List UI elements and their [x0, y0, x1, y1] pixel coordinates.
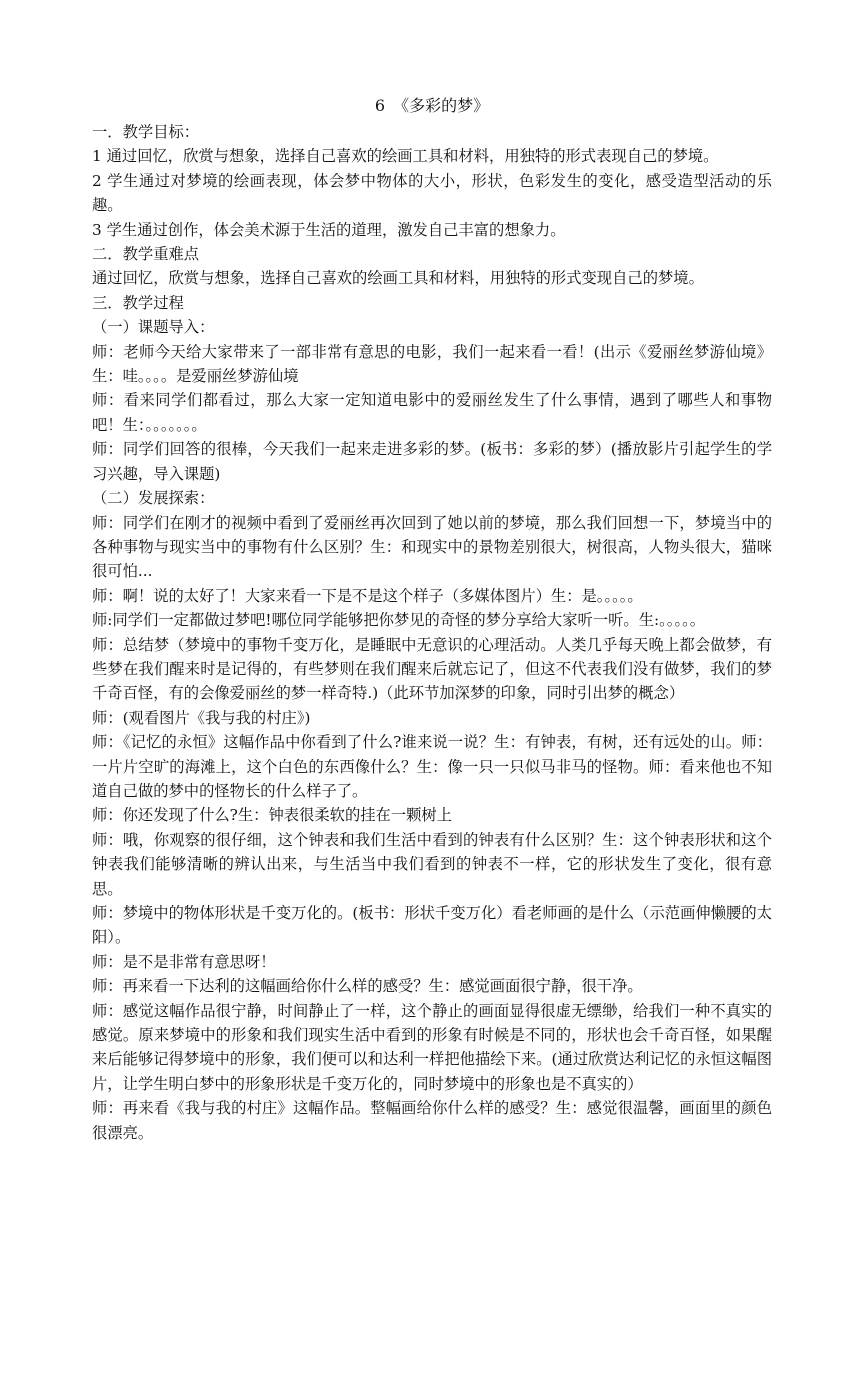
document-title: 6 《多彩的梦》	[374, 96, 490, 115]
paragraph: 师：你还发现了什么?生：钟表很柔软的挂在一颗树上	[92, 806, 453, 825]
subsection-heading-intro: （一）课题导入：	[92, 318, 215, 337]
paragraph: 师：是不是非常有意思呀！	[92, 952, 276, 971]
document-page	[92, 94, 772, 1145]
paragraph: 师：再来看一下达利的这幅画给你什么样的感受？生：感觉画面很宁静，很干净。	[92, 977, 643, 996]
objective-3: 3 学生通过创作，体会美术源于生活的道理，激发自己丰富的想象力。	[92, 220, 566, 239]
paragraph: 师：《记忆的永恒》这幅作品中你看到了什么?谁来说一说？生：有钟表，有树，还有远处的山。师：一片片空旷的海滩上，这个白色的东西像什么？生：像一只一只似马非马的怪物。师：看来他也不知道自己做的梦中的怪物长的什么样子了。	[92, 733, 772, 800]
objective-2: 2 学生通过对梦境的绘画表现，体会梦中物体的大小，形状，色彩发生的变化，感受造型活动的乐趣。	[92, 171, 772, 215]
paragraph: 师：再来看《我与我的村庄》这幅作品。整幅画给你什么样的感受？生：感觉很温馨，画面里的颜色很漂亮。	[92, 1099, 772, 1142]
paragraph: 师：同学们在刚才的视频中看到了爱丽丝再次回到了她以前的梦境，那么我们回想一下，梦境当中的各种事物与现实当中的事物有什么区别？生：和现实中的景物差别很大，树很高，人物头很大，猫咪很可怕...	[92, 513, 772, 581]
paragraph: 师：(观看图片《我与我的村庄》)	[92, 708, 311, 727]
section-heading-process: 三．教学过程	[92, 293, 184, 312]
subsection-heading-explore: （二）发展探索：	[92, 489, 215, 508]
paragraph: 师：啊！说的太好了！大家来看一下是不是这个样子（多媒体图片）生：是。。。。。	[92, 586, 643, 605]
paragraph: 师：看来同学们都看过，那么大家一定知道电影中的爱丽丝发生了什么事情，遇到了哪些人和事物吧！生：。。。。。。。	[92, 391, 772, 434]
paragraph: 师：总结梦（梦境中的事物千变万化，是睡眠中无意识的心理活动。人类几乎每天晚上都会做梦，有些梦在我们醒来时是记得的，有些梦则在我们醒来后就忘记了，但这不代表我们没有做梦，我们的梦千奇百怪，有的会像爱丽丝的梦一样奇特.)（此环节加深梦的印象，同时引出梦的概念）	[92, 635, 772, 703]
paragraph: 师：同学们回答的很棒，今天我们一起来走进多彩的梦。(板书：多彩的梦）(播放影片引起学生的学习兴趣，导入课题)	[92, 440, 772, 483]
paragraph: 师:同学们一定都做过梦吧!哪位同学能够把你梦见的奇怪的梦分享给大家听一听。生:。。。。。	[92, 611, 706, 630]
section-heading-objectives: 一．教学目标：	[92, 123, 200, 141]
paragraph: 师：哦，你观察的很仔细，这个钟表和我们生活中看到的钟表有什么区别？生：这个钟表形状和这个钟表我们能够清晰的辨认出来，与生活当中我们看到的钟表不一样，它的形状发生了变化，很有意思。	[92, 830, 772, 898]
paragraph: 师：感觉这幅作品很宁静，时间静止了一样，这个静止的画面显得很虚无缥缈，给我们一种不真实的感觉。原来梦境中的形象和我们现实生活中看到的形象有时候是不同的，形状也会千奇百怪，如果醒来后能够记得梦境中的形象，我们便可以和达利一样把他描绘下来。(通过欣赏达利记忆的永恒这幅图片，让学生明白梦中的形象形状是千变万化的，同时梦境中的形象也是不真实的）	[92, 1001, 772, 1093]
objective-1: 1 通过回忆，欣赏与想象，选择自己喜欢的绘画工具和材料，用独特的形式表现自己的梦境。	[92, 147, 719, 166]
section-heading-key-points: 二．教学重难点	[92, 245, 200, 264]
paragraph: 师：梦境中的物体形状是千变万化的。(板书：形状千变万化）看老师画的是什么（示范画伸懒腰的太阳）。	[92, 904, 772, 947]
key-points-text: 通过回忆，欣赏与想象，选择自己喜欢的绘画工具和材料，用独特的形式变现自己的梦境。	[92, 269, 704, 288]
paragraph: 师：老师今天给大家带来了一部非常有意思的电影，我们一起来看一看！(出示《爱丽丝梦游仙境》生：哇。。。。是爱丽丝梦游仙境	[92, 342, 772, 386]
